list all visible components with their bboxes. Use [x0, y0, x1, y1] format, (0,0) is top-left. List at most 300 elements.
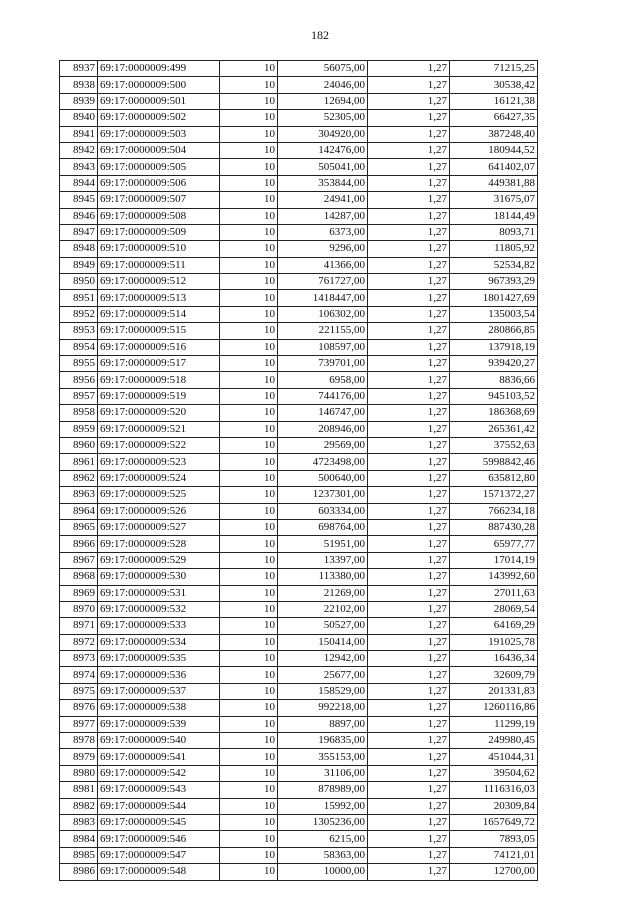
coefficient-cell: 1,27: [368, 864, 450, 880]
cadastral-number-cell: 69:17:0000009:513: [98, 290, 220, 306]
value-a-cell: 10: [220, 782, 278, 798]
value-a-cell: 10: [220, 356, 278, 372]
value-a-cell: 10: [220, 61, 278, 77]
result-cell: 30538,42: [450, 77, 538, 93]
table-row: [60, 405, 538, 421]
table-row: [60, 618, 538, 634]
result-cell: 635812,80: [450, 470, 538, 486]
result-cell: 16436,34: [450, 651, 538, 667]
table-row: [60, 257, 538, 273]
table-row: [60, 601, 538, 617]
table-row: [60, 683, 538, 699]
result-cell: 39504,62: [450, 765, 538, 781]
row-number-cell: 8943: [60, 159, 98, 175]
value-b-cell: 13397,00: [278, 552, 368, 568]
value-a-cell: 10: [220, 421, 278, 437]
value-b-cell: 31106,00: [278, 765, 368, 781]
coefficient-cell: 1,27: [368, 421, 450, 437]
row-number-cell: 8983: [60, 814, 98, 830]
cadastral-number-cell: 69:17:0000009:530: [98, 569, 220, 585]
cadastral-number-cell: 69:17:0000009:531: [98, 585, 220, 601]
value-a-cell: 10: [220, 110, 278, 126]
coefficient-cell: 1,27: [368, 569, 450, 585]
row-number-cell: 8945: [60, 192, 98, 208]
value-a-cell: 10: [220, 519, 278, 535]
result-cell: 7893,05: [450, 831, 538, 847]
table-row: [60, 847, 538, 863]
coefficient-cell: 1,27: [368, 159, 450, 175]
table-row: [60, 700, 538, 716]
table-row: [60, 290, 538, 306]
row-number-cell: 8979: [60, 749, 98, 765]
value-b-cell: 14287,00: [278, 208, 368, 224]
result-cell: 11805,92: [450, 241, 538, 257]
value-a-cell: 10: [220, 700, 278, 716]
value-b-cell: 1418447,00: [278, 290, 368, 306]
row-number-cell: 8968: [60, 569, 98, 585]
cadastral-number-cell: 69:17:0000009:526: [98, 503, 220, 519]
coefficient-cell: 1,27: [368, 356, 450, 372]
result-cell: 12700,00: [450, 864, 538, 880]
cadastral-number-cell: 69:17:0000009:503: [98, 126, 220, 142]
result-cell: 135003,54: [450, 306, 538, 322]
table-row: [60, 159, 538, 175]
result-cell: 945103,52: [450, 388, 538, 404]
row-number-cell: 8959: [60, 421, 98, 437]
coefficient-cell: 1,27: [368, 110, 450, 126]
coefficient-cell: 1,27: [368, 651, 450, 667]
value-a-cell: 10: [220, 323, 278, 339]
value-b-cell: 992218,00: [278, 700, 368, 716]
result-cell: 66427,35: [450, 110, 538, 126]
cadastral-number-cell: 69:17:0000009:517: [98, 356, 220, 372]
value-a-cell: 10: [220, 585, 278, 601]
value-a-cell: 10: [220, 864, 278, 880]
value-b-cell: 106302,00: [278, 306, 368, 322]
value-a-cell: 10: [220, 274, 278, 290]
row-number-cell: 8937: [60, 61, 98, 77]
cadastral-number-cell: 69:17:0000009:510: [98, 241, 220, 257]
row-number-cell: 8985: [60, 847, 98, 863]
value-b-cell: 12694,00: [278, 93, 368, 109]
coefficient-cell: 1,27: [368, 224, 450, 240]
value-b-cell: 739701,00: [278, 356, 368, 372]
result-cell: 1571372,27: [450, 487, 538, 503]
coefficient-cell: 1,27: [368, 77, 450, 93]
result-cell: 641402,07: [450, 159, 538, 175]
coefficient-cell: 1,27: [368, 470, 450, 486]
row-number-cell: 8954: [60, 339, 98, 355]
row-number-cell: 8964: [60, 503, 98, 519]
table-row: [60, 454, 538, 470]
value-b-cell: 500640,00: [278, 470, 368, 486]
value-a-cell: 10: [220, 224, 278, 240]
cadastral-number-cell: 69:17:0000009:514: [98, 306, 220, 322]
value-a-cell: 10: [220, 536, 278, 552]
value-b-cell: 8897,00: [278, 716, 368, 732]
cadastral-number-cell: 69:17:0000009:533: [98, 618, 220, 634]
value-b-cell: 304920,00: [278, 126, 368, 142]
page-number: 182: [311, 28, 329, 42]
value-a-cell: 10: [220, 290, 278, 306]
table-row: [60, 175, 538, 191]
table-row: [60, 519, 538, 535]
cadastral-number-cell: 69:17:0000009:523: [98, 454, 220, 470]
coefficient-cell: 1,27: [368, 306, 450, 322]
value-b-cell: 51951,00: [278, 536, 368, 552]
value-a-cell: 10: [220, 552, 278, 568]
value-a-cell: 10: [220, 683, 278, 699]
cadastral-number-cell: 69:17:0000009:534: [98, 634, 220, 650]
row-number-cell: 8952: [60, 306, 98, 322]
cadastral-number-cell: 69:17:0000009:548: [98, 864, 220, 880]
cadastral-number-cell: 69:17:0000009:532: [98, 601, 220, 617]
cadastral-number-cell: 69:17:0000009:501: [98, 93, 220, 109]
table-row: [60, 306, 538, 322]
coefficient-cell: 1,27: [368, 716, 450, 732]
coefficient-cell: 1,27: [368, 536, 450, 552]
table-row: [60, 356, 538, 372]
row-number-cell: 8966: [60, 536, 98, 552]
row-number-cell: 8973: [60, 651, 98, 667]
value-b-cell: 603334,00: [278, 503, 368, 519]
cadastral-number-cell: 69:17:0000009:545: [98, 814, 220, 830]
value-b-cell: 158529,00: [278, 683, 368, 699]
cadastral-number-cell: 69:17:0000009:546: [98, 831, 220, 847]
value-b-cell: 29569,00: [278, 437, 368, 453]
coefficient-cell: 1,27: [368, 700, 450, 716]
result-cell: 201331,83: [450, 683, 538, 699]
value-b-cell: 208946,00: [278, 421, 368, 437]
value-a-cell: 10: [220, 405, 278, 421]
result-cell: 191025,78: [450, 634, 538, 650]
coefficient-cell: 1,27: [368, 274, 450, 290]
value-b-cell: 505041,00: [278, 159, 368, 175]
row-number-cell: 8965: [60, 519, 98, 535]
table-row: [60, 552, 538, 568]
table-row: [60, 798, 538, 814]
row-number-cell: 8938: [60, 77, 98, 93]
coefficient-cell: 1,27: [368, 798, 450, 814]
value-b-cell: 353844,00: [278, 175, 368, 191]
row-number-cell: 8948: [60, 241, 98, 257]
row-number-cell: 8956: [60, 372, 98, 388]
coefficient-cell: 1,27: [368, 765, 450, 781]
result-cell: 74121,01: [450, 847, 538, 863]
result-cell: 1260116,86: [450, 700, 538, 716]
value-a-cell: 10: [220, 487, 278, 503]
cadastral-number-cell: 69:17:0000009:524: [98, 470, 220, 486]
value-a-cell: 10: [220, 814, 278, 830]
cadastral-number-cell: 69:17:0000009:547: [98, 847, 220, 863]
value-a-cell: 10: [220, 667, 278, 683]
table-row: [60, 864, 538, 880]
value-a-cell: 10: [220, 241, 278, 257]
coefficient-cell: 1,27: [368, 634, 450, 650]
row-number-cell: 8939: [60, 93, 98, 109]
value-a-cell: 10: [220, 93, 278, 109]
result-cell: 137918,19: [450, 339, 538, 355]
row-number-cell: 8953: [60, 323, 98, 339]
cadastral-number-cell: 69:17:0000009:505: [98, 159, 220, 175]
row-number-cell: 8974: [60, 667, 98, 683]
table-row: [60, 470, 538, 486]
value-a-cell: 10: [220, 175, 278, 191]
result-cell: 186368,69: [450, 405, 538, 421]
row-number-cell: 8942: [60, 142, 98, 158]
coefficient-cell: 1,27: [368, 192, 450, 208]
value-b-cell: 15992,00: [278, 798, 368, 814]
coefficient-cell: 1,27: [368, 683, 450, 699]
result-cell: 8093,71: [450, 224, 538, 240]
value-b-cell: 142476,00: [278, 142, 368, 158]
table-row: [60, 224, 538, 240]
table-row: [60, 388, 538, 404]
coefficient-cell: 1,27: [368, 782, 450, 798]
row-number-cell: 8984: [60, 831, 98, 847]
cadastral-number-cell: 69:17:0000009:527: [98, 519, 220, 535]
value-a-cell: 10: [220, 470, 278, 486]
value-a-cell: 10: [220, 749, 278, 765]
value-b-cell: 108597,00: [278, 339, 368, 355]
coefficient-cell: 1,27: [368, 552, 450, 568]
value-a-cell: 10: [220, 569, 278, 585]
table-row: [60, 77, 538, 93]
value-a-cell: 10: [220, 388, 278, 404]
table-row: [60, 651, 538, 667]
cadastral-number-cell: 69:17:0000009:539: [98, 716, 220, 732]
value-b-cell: 146747,00: [278, 405, 368, 421]
table-row: [60, 192, 538, 208]
cadastral-number-cell: 69:17:0000009:502: [98, 110, 220, 126]
row-number-cell: 8978: [60, 733, 98, 749]
table-row: [60, 208, 538, 224]
value-a-cell: 10: [220, 372, 278, 388]
table-row: [60, 437, 538, 453]
row-number-cell: 8977: [60, 716, 98, 732]
cadastral-number-cell: 69:17:0000009:542: [98, 765, 220, 781]
value-a-cell: 10: [220, 634, 278, 650]
value-a-cell: 10: [220, 618, 278, 634]
result-cell: 265361,42: [450, 421, 538, 437]
cadastral-number-cell: 69:17:0000009:535: [98, 651, 220, 667]
value-b-cell: 150414,00: [278, 634, 368, 650]
coefficient-cell: 1,27: [368, 257, 450, 273]
cadastral-number-cell: 69:17:0000009:508: [98, 208, 220, 224]
table-row: [60, 323, 538, 339]
table-row: [60, 831, 538, 847]
table-row: [60, 749, 538, 765]
value-a-cell: 10: [220, 651, 278, 667]
row-number-cell: 8969: [60, 585, 98, 601]
coefficient-cell: 1,27: [368, 667, 450, 683]
value-b-cell: 50527,00: [278, 618, 368, 634]
value-b-cell: 761727,00: [278, 274, 368, 290]
result-cell: 280866,85: [450, 323, 538, 339]
table-row: [60, 126, 538, 142]
row-number-cell: 8975: [60, 683, 98, 699]
coefficient-cell: 1,27: [368, 847, 450, 863]
value-b-cell: 698764,00: [278, 519, 368, 535]
table-row: [60, 339, 538, 355]
value-b-cell: 10000,00: [278, 864, 368, 880]
value-a-cell: 10: [220, 77, 278, 93]
value-b-cell: 24046,00: [278, 77, 368, 93]
table-row: [60, 585, 538, 601]
coefficient-cell: 1,27: [368, 339, 450, 355]
cadastral-number-cell: 69:17:0000009:516: [98, 339, 220, 355]
table-row: [60, 110, 538, 126]
cadastral-number-cell: 69:17:0000009:499: [98, 61, 220, 77]
coefficient-cell: 1,27: [368, 372, 450, 388]
table-row: [60, 782, 538, 798]
coefficient-cell: 1,27: [368, 585, 450, 601]
table-row: [60, 93, 538, 109]
value-b-cell: 1305236,00: [278, 814, 368, 830]
table-row: [60, 421, 538, 437]
coefficient-cell: 1,27: [368, 241, 450, 257]
value-b-cell: 52305,00: [278, 110, 368, 126]
value-b-cell: 744176,00: [278, 388, 368, 404]
value-b-cell: 12942,00: [278, 651, 368, 667]
coefficient-cell: 1,27: [368, 437, 450, 453]
row-number-cell: 8957: [60, 388, 98, 404]
result-cell: 20309,84: [450, 798, 538, 814]
row-number-cell: 8986: [60, 864, 98, 880]
result-cell: 52534,82: [450, 257, 538, 273]
value-a-cell: 10: [220, 847, 278, 863]
table-row: [60, 372, 538, 388]
result-cell: 766234,18: [450, 503, 538, 519]
table-row: [60, 503, 538, 519]
cadastral-number-cell: 69:17:0000009:500: [98, 77, 220, 93]
table-row: [60, 716, 538, 732]
cadastral-number-cell: 69:17:0000009:525: [98, 487, 220, 503]
value-b-cell: 6215,00: [278, 831, 368, 847]
result-cell: 27011,63: [450, 585, 538, 601]
row-number-cell: 8941: [60, 126, 98, 142]
value-b-cell: 113380,00: [278, 569, 368, 585]
coefficient-cell: 1,27: [368, 733, 450, 749]
value-b-cell: 58363,00: [278, 847, 368, 863]
coefficient-cell: 1,27: [368, 126, 450, 142]
row-number-cell: 8955: [60, 356, 98, 372]
cadastral-number-cell: 69:17:0000009:509: [98, 224, 220, 240]
value-a-cell: 10: [220, 733, 278, 749]
value-b-cell: 56075,00: [278, 61, 368, 77]
coefficient-cell: 1,27: [368, 454, 450, 470]
coefficient-cell: 1,27: [368, 61, 450, 77]
row-number-cell: 8958: [60, 405, 98, 421]
row-number-cell: 8949: [60, 257, 98, 273]
cadastral-number-cell: 69:17:0000009:521: [98, 421, 220, 437]
value-a-cell: 10: [220, 716, 278, 732]
result-cell: 64169,29: [450, 618, 538, 634]
result-cell: 37552,63: [450, 437, 538, 453]
cadastral-number-cell: 69:17:0000009:520: [98, 405, 220, 421]
cadastral-table: [59, 60, 538, 881]
coefficient-cell: 1,27: [368, 290, 450, 306]
value-b-cell: 41366,00: [278, 257, 368, 273]
result-cell: 8836,66: [450, 372, 538, 388]
result-cell: 65977,77: [450, 536, 538, 552]
cadastral-number-cell: 69:17:0000009:519: [98, 388, 220, 404]
cadastral-number-cell: 69:17:0000009:529: [98, 552, 220, 568]
value-a-cell: 10: [220, 257, 278, 273]
row-number-cell: 8971: [60, 618, 98, 634]
value-b-cell: 221155,00: [278, 323, 368, 339]
coefficient-cell: 1,27: [368, 487, 450, 503]
cadastral-number-cell: 69:17:0000009:506: [98, 175, 220, 191]
value-a-cell: 10: [220, 306, 278, 322]
value-a-cell: 10: [220, 437, 278, 453]
result-cell: 16121,38: [450, 93, 538, 109]
value-b-cell: 878989,00: [278, 782, 368, 798]
value-b-cell: 6958,00: [278, 372, 368, 388]
value-a-cell: 10: [220, 454, 278, 470]
result-cell: 31675,07: [450, 192, 538, 208]
value-a-cell: 10: [220, 126, 278, 142]
row-number-cell: 8976: [60, 700, 98, 716]
value-b-cell: 4723498,00: [278, 454, 368, 470]
coefficient-cell: 1,27: [368, 208, 450, 224]
result-cell: 5998842,46: [450, 454, 538, 470]
table-row: [60, 814, 538, 830]
row-number-cell: 8951: [60, 290, 98, 306]
cadastral-number-cell: 69:17:0000009:522: [98, 437, 220, 453]
value-b-cell: 9296,00: [278, 241, 368, 257]
table-row: [60, 569, 538, 585]
result-cell: 249980,45: [450, 733, 538, 749]
row-number-cell: 8967: [60, 552, 98, 568]
row-number-cell: 8963: [60, 487, 98, 503]
result-cell: 32609,79: [450, 667, 538, 683]
row-number-cell: 8961: [60, 454, 98, 470]
row-number-cell: 8950: [60, 274, 98, 290]
table-row: [60, 142, 538, 158]
value-a-cell: 10: [220, 503, 278, 519]
cadastral-number-cell: 69:17:0000009:541: [98, 749, 220, 765]
table-row: [60, 61, 538, 77]
coefficient-cell: 1,27: [368, 388, 450, 404]
coefficient-cell: 1,27: [368, 142, 450, 158]
coefficient-cell: 1,27: [368, 831, 450, 847]
result-cell: 939420,27: [450, 356, 538, 372]
row-number-cell: 8980: [60, 765, 98, 781]
value-b-cell: 196835,00: [278, 733, 368, 749]
coefficient-cell: 1,27: [368, 93, 450, 109]
value-b-cell: 6373,00: [278, 224, 368, 240]
table-row: [60, 733, 538, 749]
cadastral-number-cell: 69:17:0000009:504: [98, 142, 220, 158]
result-cell: 451044,31: [450, 749, 538, 765]
coefficient-cell: 1,27: [368, 175, 450, 191]
row-number-cell: 8960: [60, 437, 98, 453]
coefficient-cell: 1,27: [368, 323, 450, 339]
cadastral-number-cell: 69:17:0000009:538: [98, 700, 220, 716]
value-a-cell: 10: [220, 142, 278, 158]
coefficient-cell: 1,27: [368, 405, 450, 421]
row-number-cell: 8962: [60, 470, 98, 486]
cadastral-number-cell: 69:17:0000009:528: [98, 536, 220, 552]
value-a-cell: 10: [220, 798, 278, 814]
value-a-cell: 10: [220, 765, 278, 781]
cadastral-number-cell: 69:17:0000009:540: [98, 733, 220, 749]
value-a-cell: 10: [220, 601, 278, 617]
result-cell: 387248,40: [450, 126, 538, 142]
row-number-cell: 8940: [60, 110, 98, 126]
result-cell: 17014,19: [450, 552, 538, 568]
